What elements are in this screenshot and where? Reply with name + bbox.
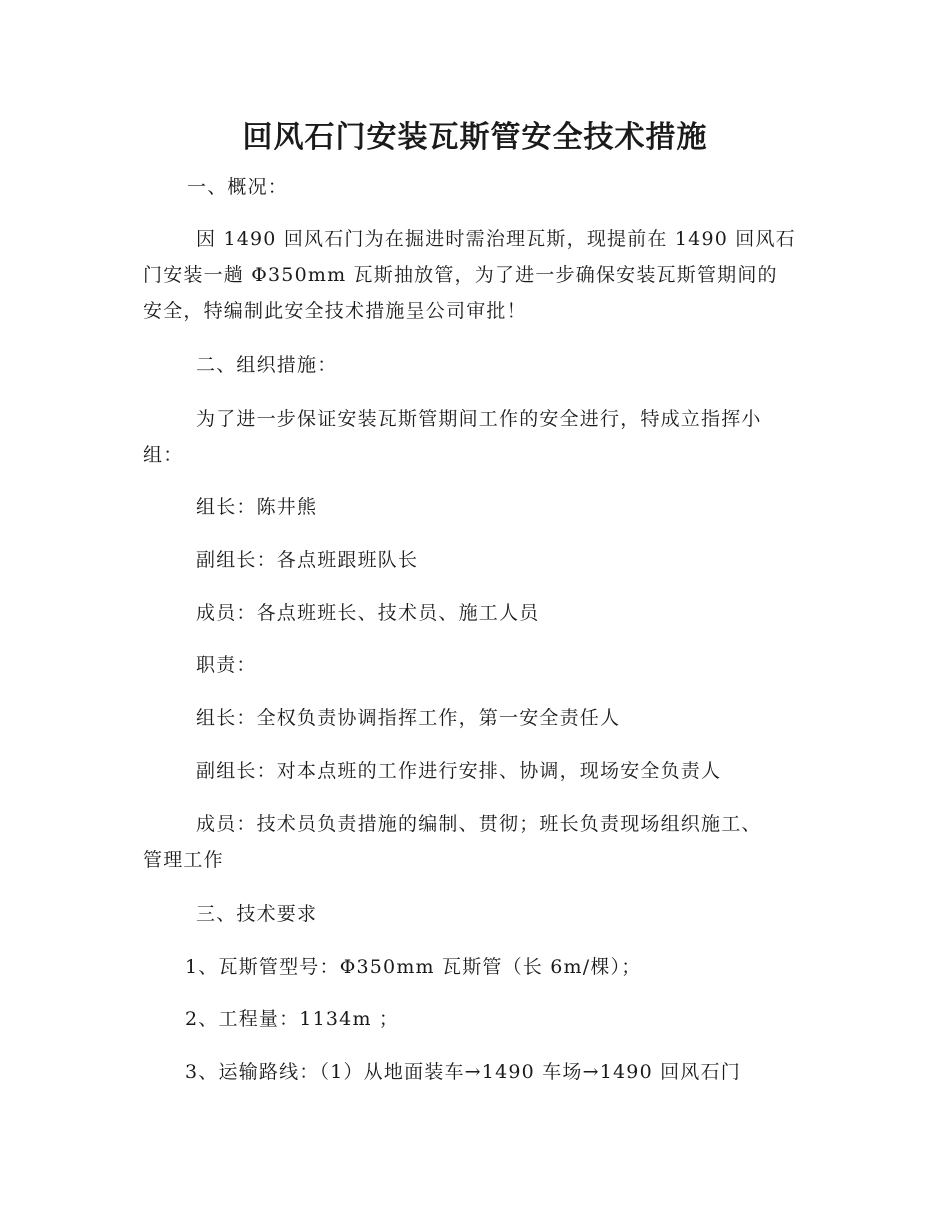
- paragraph-line: 安全，特编制此安全技术措施呈公司审批！: [143, 300, 527, 322]
- document-title: 回风石门安装瓦斯管安全技术措施: [242, 120, 708, 155]
- duty-deputy-line: 副组长：对本点班的工作进行安排、协调，现场安全负责人: [196, 760, 722, 782]
- duties-heading: 职责：: [196, 654, 257, 676]
- duty-leader-line: 组长：全权负责协调指挥工作，第一安全责任人: [196, 707, 621, 729]
- members-line: 成员：各点班班长、技术员、施工人员: [196, 602, 540, 624]
- paragraph-line: 组：: [143, 444, 184, 466]
- requirement-item: 2、工程量：1134m ；: [185, 1008, 400, 1030]
- requirement-item: 1、瓦斯管型号：Φ350mm 瓦斯管（长 6m/棵）；: [185, 956, 642, 978]
- paragraph-line: 为了进一步保证安装瓦斯管期间工作的安全进行，特成立指挥小: [196, 408, 762, 430]
- duty-members-line: 管理工作: [143, 849, 224, 871]
- requirement-item: 3、运输路线：（1）从地面装车→1490 车场→1490 回风石门: [185, 1061, 741, 1083]
- deputy-leader-line: 副组长：各点班跟班队长: [196, 549, 419, 571]
- section-heading-technical: 三、技术要求: [196, 903, 318, 925]
- duty-members-line: 成员：技术员负责措施的编制、贯彻；班长负责现场组织施工、: [196, 813, 762, 835]
- paragraph-line: 门安装一趟 Φ350mm 瓦斯抽放管，为了进一步确保安装瓦斯管期间的: [143, 264, 778, 286]
- group-leader-line: 组长：陈井熊: [196, 496, 318, 518]
- paragraph-line: 因 1490 回风石门为在掘进时需治理瓦斯，现提前在 1490 回风石: [196, 228, 796, 250]
- section-heading-overview: 一、概况：: [187, 176, 289, 198]
- section-heading-organization: 二、组织措施：: [196, 354, 338, 376]
